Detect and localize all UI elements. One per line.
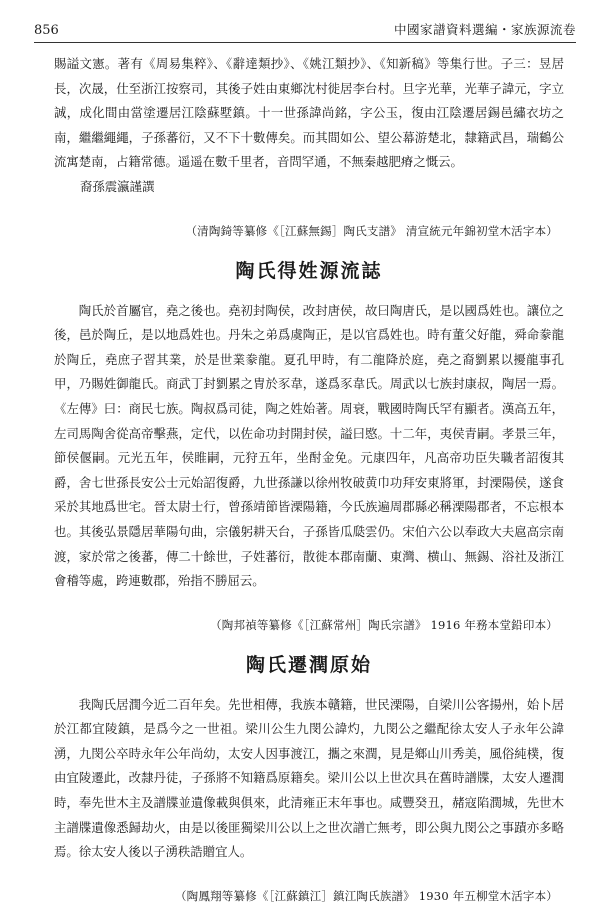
section2-body: 陶氏於首屬官，堯之後也。堯初封陶侯，改封唐侯，故曰陶唐氏，是以國爲姓也。讓位之後，邑於陶丘，是以地爲姓也。丹朱之弟爲虞陶正，是以官爲姓也。時有董父好龍，舜命豢龍於陶丘，堯庶子習其業，於是世業豢龍。夏孔甲時，有二龍降於庭，堯之裔劉累以擾龍事孔甲，乃賜姓御龍氏。商武丁封劉累之冑於豕韋，遂爲豕韋氏。周武以七族封康叔，陶居一焉。《左傳》曰：商民七族。陶叔爲司徒，陶之姓始著。周衰，戰國時陶氏罕有顯者。漢高五年，左司馬陶舍從高帝擊燕，定代，以佐命功封開封侯，謚曰愍。十二年，夷侯青嗣。孝景三年，節侯偃嗣。元光五年，侯睢嗣，元狩五年，坐酎金免。元康四年，凡高帝功臣失職者詔復其爵，舍七世孫長安公士元始詔復爵，九世孫謙以徐州牧破黄巾功拜安東將軍，封溧陽侯，遂食采於其地爲世宅。晉太尉士行，曾孫靖節皆溧陽籍，今氏族遍周郡縣必稱溧陽郡者，不忘根本也。其後弘景隱居華陽句曲，宗儀躬耕天台，子孫皆瓜瓞雲仍。宋伯六公以奉政大夫扈高宗南渡，家於常之後蕃，傳二十餘世，子姓蕃衍，散徙本郡南蘭、東灣、横山、無錫、浴社及浙江會稽等處，跨連數郡，殆指不勝屈云。 <box>54 302 564 589</box>
section3-title: 陶氏遷潤原始 <box>245 653 372 676</box>
section3-body: 我陶氏居潤今近二百年矣。先世相傳，我族本贛籍，世民溧陽，自梁川公客揚州，始卜居於江都宜陵鎮，是爲今之一世祖。梁川公生九閔公諱灼，九閔公之繼配徐太安人子永年公諱湧，九閔公卒時永年公年尚幼，太安人因事渡江，攜之來潤，見是鄉山川秀美，風俗純樸，復由宜陵遷此，改隸丹徒，子孫將不知籍爲原籍矣。梁川公以上世次具在舊時譜牒，太安人遷潤時，奉先世木主及譜牒並遺像載與俱來，此清雍正末年事也。咸豐癸丑，赭寇陷潤城，先世木主譜牒遺像悉歸劫火，由是以後匪獨梁川公以上之世次譜亡無考，即公與九閔公之事蹟亦多略焉。徐太安人後以子湧秩誥贈宜人。 <box>54 696 564 860</box>
section2-title: 陶氏得姓源流誌 <box>235 259 383 282</box>
section2-source: （陶邦禎等纂修《［江蘇常州］陶氏宗譜》 1916 年務本堂鉛印本） <box>210 617 558 632</box>
page-content <box>54 52 564 921</box>
running-title: 中國家譜資料選編・家族源流卷 <box>393 22 576 37</box>
section3-source: （陶鳳翔等纂修《［江蘇鎮江］鎮江陶氏族譜》 1930 年五柳堂木活字本） <box>174 888 558 903</box>
page-number: 856 <box>34 23 59 38</box>
section1-body: 賜謚文憲。著有《周易集粹》、《辭達類抄》、《姚江類抄》、《知新稿》等集行世。子三：昱居長，次晟，仕至浙江按察司，其後子姓由東鄉沈村徙居李台村。旦字光華，光華子諱元，字立誠，成化間由當塗遷居江陰蘇墅鎮。十一世孫諱尚銘，字公玉，復由江陰遷居錫邑繡衣坊之南，繼繼繩繩，子孫蕃衍，又不下十數傳矣。而其間如公、望公幕游楚北，隸籍武昌，瑞鶴公流寓楚南，占籍常德。遥遥在數千里者，音問罕通，不無秦越肥瘠之慨云。 <box>54 56 564 170</box>
page-header <box>34 16 576 43</box>
section1-signature: 裔孫震瀛謹譔 <box>80 178 155 194</box>
section1-source: （清陶錡等纂修《［江蘇無錫］陶氏支譜》 清宣統元年錦初堂木活字本） <box>185 223 558 238</box>
